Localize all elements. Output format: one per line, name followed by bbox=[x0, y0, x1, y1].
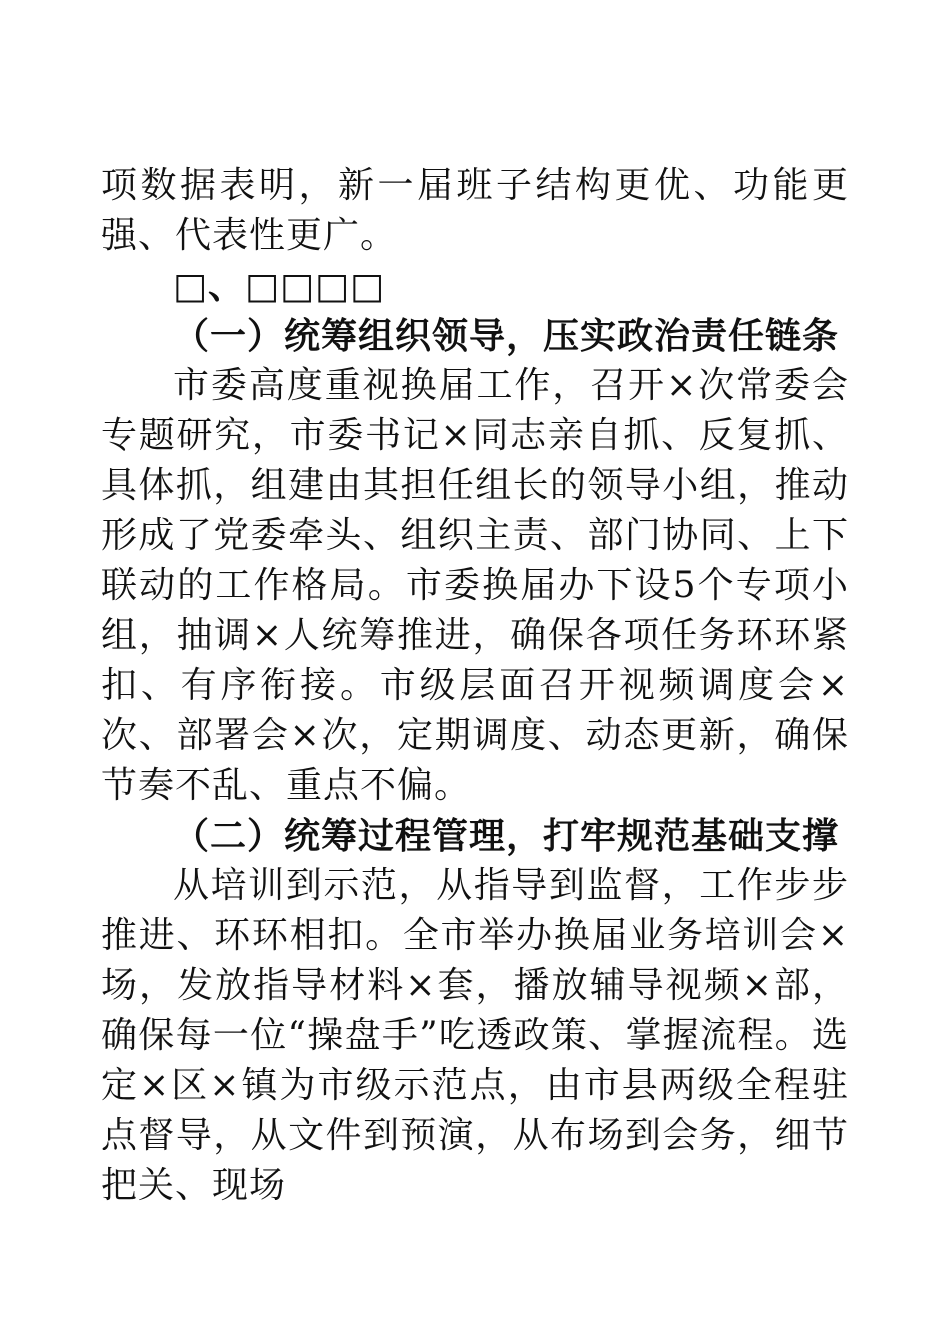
subheading-2: （二）统筹过程管理，打牢规范基础支撑 bbox=[173, 815, 840, 857]
paragraph-2: 从培训到示范，从指导到监督，工作步步推进、环环相扣。全市举办换届业务培训会×场，发放指导材料×套，播放辅导视频×部，确保每一位“操盘手”吃透政策、掌握流程。选定×区×镇为市级示范点，由市县两级全程驻点督导，从文件到预演，从布场到会务，细节把关、现场 bbox=[101, 865, 849, 1206]
paragraph-continuation: 项数据表明，新一届班子结构更优、功能更强、代表性更广。 bbox=[101, 165, 849, 256]
section-heading: □、□□□□ bbox=[173, 265, 386, 307]
subheading-1: （一）统筹组织领导，压实政治责任链条 bbox=[173, 315, 840, 357]
paragraph-1: 市委高度重视换届工作，召开×次常委会专题研究，市委书记×同志亲自抓、反复抓、具体抓，组建由其担任组长的领导小组，推动形成了党委牵头、组织主责、部门协同、上下联动的工作格局。市委换届办下设5个专项小组，抽调×人统筹推进，确保各项任务环环紧扣、有序衔接。市级层面召开视频调度会×次、部署会×次，定期调度、动态更新，确保节奏不乱、重点不偏。 bbox=[101, 365, 849, 806]
document-body bbox=[101, 161, 849, 1211]
